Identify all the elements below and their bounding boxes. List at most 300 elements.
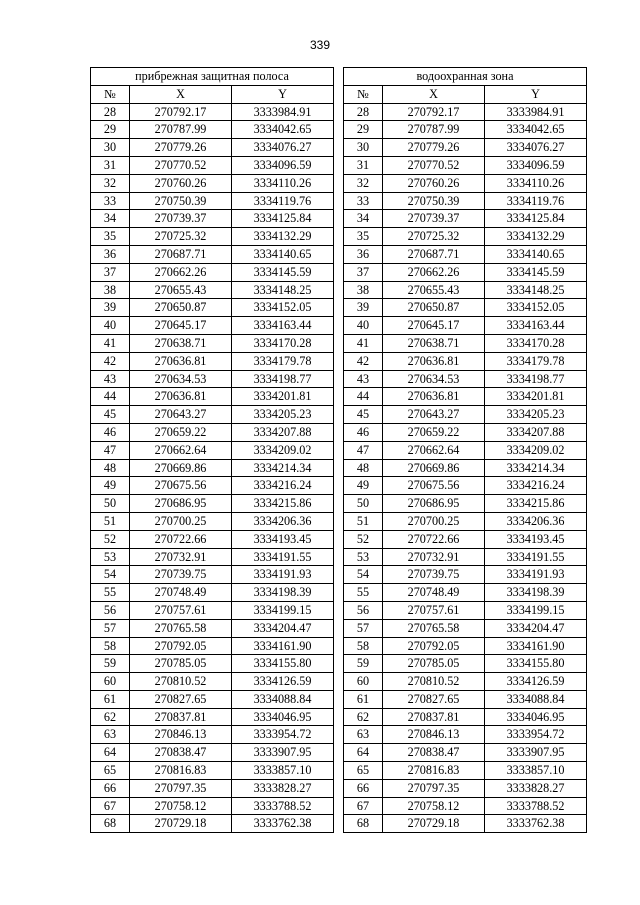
column-header-number: № <box>344 85 383 103</box>
cell-y: 3334076.27 <box>232 139 334 157</box>
cell-y: 3333828.27 <box>485 779 587 797</box>
table-row <box>344 192 587 210</box>
cell-number: 31 <box>91 156 130 174</box>
table-row <box>91 299 334 317</box>
cell-number: 37 <box>344 263 383 281</box>
cell-number: 42 <box>344 352 383 370</box>
table-row <box>91 495 334 513</box>
cell-x: 270797.35 <box>383 779 485 797</box>
cell-x: 270638.71 <box>130 334 232 352</box>
table-row <box>344 121 587 139</box>
cell-x: 270634.53 <box>130 370 232 388</box>
column-header-x: X <box>383 85 485 103</box>
cell-number: 52 <box>344 530 383 548</box>
cell-number: 59 <box>344 655 383 673</box>
cell-y: 3334170.28 <box>485 334 587 352</box>
cell-number: 57 <box>91 619 130 637</box>
water-protection-zone-table <box>343 67 587 833</box>
cell-number: 56 <box>344 601 383 619</box>
cell-x: 270837.81 <box>130 708 232 726</box>
cell-x: 270636.81 <box>383 352 485 370</box>
cell-x: 270732.91 <box>383 548 485 566</box>
cell-number: 33 <box>91 192 130 210</box>
cell-number: 46 <box>344 423 383 441</box>
table-row <box>344 370 587 388</box>
cell-y: 3333762.38 <box>232 815 334 833</box>
cell-number: 65 <box>344 762 383 780</box>
table-row <box>344 317 587 335</box>
cell-number: 35 <box>344 228 383 246</box>
cell-number: 36 <box>91 245 130 263</box>
table-row <box>344 601 587 619</box>
table-row <box>344 441 587 459</box>
cell-x: 270662.64 <box>383 441 485 459</box>
cell-x: 270838.47 <box>130 744 232 762</box>
table-row <box>91 762 334 780</box>
cell-y: 3334155.80 <box>485 655 587 673</box>
cell-x: 270785.05 <box>130 655 232 673</box>
cell-x: 270779.26 <box>383 139 485 157</box>
cell-y: 3334198.39 <box>232 584 334 602</box>
table-row <box>344 762 587 780</box>
cell-y: 3334191.93 <box>485 566 587 584</box>
cell-x: 270760.26 <box>383 174 485 192</box>
cell-y: 3334152.05 <box>485 299 587 317</box>
cell-y: 3334148.25 <box>232 281 334 299</box>
cell-number: 63 <box>344 726 383 744</box>
table-row <box>344 815 587 833</box>
cell-x: 270816.83 <box>130 762 232 780</box>
cell-number: 55 <box>91 584 130 602</box>
cell-y: 3334126.59 <box>232 673 334 691</box>
cell-number: 34 <box>91 210 130 228</box>
cell-x: 270816.83 <box>383 762 485 780</box>
cell-number: 47 <box>91 441 130 459</box>
cell-x: 270643.27 <box>130 406 232 424</box>
cell-number: 49 <box>91 477 130 495</box>
cell-y: 3334145.59 <box>232 263 334 281</box>
cell-y: 3334132.29 <box>485 228 587 246</box>
cell-x: 270739.75 <box>130 566 232 584</box>
cell-y: 3334110.26 <box>485 174 587 192</box>
table-row <box>91 601 334 619</box>
cell-y: 3334126.59 <box>485 673 587 691</box>
table-row <box>91 228 334 246</box>
cell-x: 270662.26 <box>130 263 232 281</box>
cell-y: 3334206.36 <box>485 512 587 530</box>
cell-number: 57 <box>344 619 383 637</box>
cell-x: 270659.22 <box>383 423 485 441</box>
column-header-x: X <box>130 85 232 103</box>
table-row <box>344 619 587 637</box>
cell-y: 3334110.26 <box>232 174 334 192</box>
cell-y: 3334214.34 <box>485 459 587 477</box>
table-row <box>344 423 587 441</box>
table-row <box>91 281 334 299</box>
cell-number: 51 <box>91 512 130 530</box>
cell-number: 44 <box>91 388 130 406</box>
cell-x: 270638.71 <box>383 334 485 352</box>
cell-number: 63 <box>91 726 130 744</box>
cell-y: 3334207.88 <box>232 423 334 441</box>
table-row <box>91 210 334 228</box>
cell-y: 3334205.23 <box>485 406 587 424</box>
cell-number: 67 <box>91 797 130 815</box>
cell-y: 3334119.76 <box>485 192 587 210</box>
cell-y: 3333762.38 <box>485 815 587 833</box>
table-title: прибрежная защитная полоса <box>91 68 334 86</box>
column-header-y: Y <box>485 85 587 103</box>
cell-y: 3334207.88 <box>485 423 587 441</box>
table-row <box>91 584 334 602</box>
cell-y: 3334148.25 <box>485 281 587 299</box>
cell-number: 34 <box>344 210 383 228</box>
cell-number: 68 <box>344 815 383 833</box>
cell-x: 270732.91 <box>130 548 232 566</box>
table-row <box>344 459 587 477</box>
cell-number: 33 <box>344 192 383 210</box>
cell-x: 270675.56 <box>130 477 232 495</box>
cell-x: 270662.26 <box>383 263 485 281</box>
cell-y: 3334145.59 <box>485 263 587 281</box>
cell-x: 270686.95 <box>383 495 485 513</box>
cell-x: 270725.32 <box>383 228 485 246</box>
cell-x: 270757.61 <box>383 601 485 619</box>
cell-y: 3334199.15 <box>485 601 587 619</box>
cell-y: 3334198.77 <box>232 370 334 388</box>
cell-x: 270748.49 <box>130 584 232 602</box>
table-row <box>91 370 334 388</box>
cell-x: 270810.52 <box>383 673 485 691</box>
table-row <box>344 139 587 157</box>
table-row <box>344 744 587 762</box>
cell-y: 3334216.24 <box>232 477 334 495</box>
column-header-y: Y <box>232 85 334 103</box>
cell-y: 3333907.95 <box>232 744 334 762</box>
cell-x: 270634.53 <box>383 370 485 388</box>
cell-number: 60 <box>344 673 383 691</box>
cell-x: 270765.58 <box>383 619 485 637</box>
table-row <box>91 655 334 673</box>
table-row <box>91 548 334 566</box>
cell-x: 270827.65 <box>383 690 485 708</box>
cell-x: 270686.95 <box>130 495 232 513</box>
table-row <box>344 655 587 673</box>
cell-x: 270792.17 <box>130 103 232 121</box>
table-row <box>344 495 587 513</box>
table-row <box>344 352 587 370</box>
cell-y: 3334152.05 <box>232 299 334 317</box>
cell-number: 55 <box>344 584 383 602</box>
table-row <box>91 744 334 762</box>
table-row <box>344 690 587 708</box>
cell-x: 270792.17 <box>383 103 485 121</box>
table-row <box>344 406 587 424</box>
cell-number: 48 <box>91 459 130 477</box>
table-row <box>91 334 334 352</box>
table-row <box>344 174 587 192</box>
table-row <box>344 530 587 548</box>
cell-number: 64 <box>91 744 130 762</box>
cell-number: 58 <box>344 637 383 655</box>
cell-x: 270785.05 <box>383 655 485 673</box>
cell-x: 270827.65 <box>130 690 232 708</box>
cell-y: 3334119.76 <box>232 192 334 210</box>
cell-x: 270748.49 <box>383 584 485 602</box>
cell-x: 270687.71 <box>383 245 485 263</box>
cell-number: 68 <box>91 815 130 833</box>
cell-x: 270846.13 <box>383 726 485 744</box>
cell-number: 54 <box>91 566 130 584</box>
table-row <box>91 530 334 548</box>
cell-x: 270739.75 <box>383 566 485 584</box>
table-row <box>91 797 334 815</box>
cell-number: 50 <box>344 495 383 513</box>
cell-number: 43 <box>91 370 130 388</box>
cell-number: 53 <box>344 548 383 566</box>
table-row <box>344 103 587 121</box>
cell-y: 3333984.91 <box>232 103 334 121</box>
cell-x: 270758.12 <box>130 797 232 815</box>
cell-y: 3334191.55 <box>232 548 334 566</box>
cell-number: 67 <box>344 797 383 815</box>
table-row <box>91 388 334 406</box>
cell-y: 3334205.23 <box>232 406 334 424</box>
cell-number: 45 <box>344 406 383 424</box>
cell-number: 32 <box>344 174 383 192</box>
table-row <box>91 477 334 495</box>
cell-y: 3334125.84 <box>232 210 334 228</box>
cell-x: 270645.17 <box>383 317 485 335</box>
cell-x: 270636.81 <box>383 388 485 406</box>
cell-x: 270669.86 <box>383 459 485 477</box>
cell-number: 38 <box>91 281 130 299</box>
table-row <box>344 584 587 602</box>
table-row <box>344 477 587 495</box>
cell-y: 3334198.77 <box>485 370 587 388</box>
table-row <box>91 103 334 121</box>
cell-number: 46 <box>91 423 130 441</box>
table-row <box>344 245 587 263</box>
table-row <box>344 637 587 655</box>
cell-y: 3334206.36 <box>232 512 334 530</box>
cell-number: 42 <box>91 352 130 370</box>
cell-y: 3334191.93 <box>232 566 334 584</box>
cell-y: 3334179.78 <box>485 352 587 370</box>
cell-number: 53 <box>91 548 130 566</box>
table-row <box>91 779 334 797</box>
table-row <box>344 512 587 530</box>
cell-number: 58 <box>91 637 130 655</box>
table-title-row <box>91 68 334 86</box>
cell-number: 56 <box>91 601 130 619</box>
cell-y: 3334163.44 <box>232 317 334 335</box>
cell-number: 50 <box>91 495 130 513</box>
cell-x: 270760.26 <box>130 174 232 192</box>
cell-y: 3333984.91 <box>485 103 587 121</box>
cell-y: 3334215.86 <box>232 495 334 513</box>
cell-y: 3334088.84 <box>485 690 587 708</box>
cell-y: 3334193.45 <box>485 530 587 548</box>
cell-number: 61 <box>344 690 383 708</box>
table-row <box>91 423 334 441</box>
cell-x: 270725.32 <box>130 228 232 246</box>
cell-y: 3334161.90 <box>232 637 334 655</box>
cell-y: 3334209.02 <box>485 441 587 459</box>
cell-y: 3334216.24 <box>485 477 587 495</box>
cell-x: 270650.87 <box>383 299 485 317</box>
table-row <box>344 156 587 174</box>
table-header-row <box>344 85 587 103</box>
table-title-row <box>344 68 587 86</box>
cell-y: 3334161.90 <box>485 637 587 655</box>
cell-number: 36 <box>344 245 383 263</box>
cell-x: 270750.39 <box>383 192 485 210</box>
cell-x: 270810.52 <box>130 673 232 691</box>
table-row <box>344 708 587 726</box>
cell-x: 270758.12 <box>383 797 485 815</box>
cell-x: 270787.99 <box>130 121 232 139</box>
cell-y: 3333857.10 <box>232 762 334 780</box>
cell-number: 44 <box>344 388 383 406</box>
cell-y: 3333954.72 <box>485 726 587 744</box>
cell-x: 270645.17 <box>130 317 232 335</box>
cell-y: 3334170.28 <box>232 334 334 352</box>
cell-y: 3334215.86 <box>485 495 587 513</box>
cell-y: 3334076.27 <box>485 139 587 157</box>
table-row <box>91 139 334 157</box>
table-row <box>344 548 587 566</box>
cell-x: 270792.05 <box>130 637 232 655</box>
cell-x: 270757.61 <box>130 601 232 619</box>
cell-x: 270650.87 <box>130 299 232 317</box>
cell-x: 270729.18 <box>383 815 485 833</box>
table-row <box>344 566 587 584</box>
cell-number: 40 <box>91 317 130 335</box>
cell-number: 65 <box>91 762 130 780</box>
cell-y: 3334046.95 <box>485 708 587 726</box>
cell-x: 270662.64 <box>130 441 232 459</box>
cell-x: 270643.27 <box>383 406 485 424</box>
table-row <box>344 299 587 317</box>
cell-x: 270659.22 <box>130 423 232 441</box>
table-row <box>91 708 334 726</box>
cell-x: 270700.25 <box>130 512 232 530</box>
cell-y: 3333788.52 <box>232 797 334 815</box>
cell-y: 3334140.65 <box>232 245 334 263</box>
cell-x: 270739.37 <box>130 210 232 228</box>
cell-number: 40 <box>344 317 383 335</box>
table-row <box>344 797 587 815</box>
cell-x: 270837.81 <box>383 708 485 726</box>
cell-y: 3334209.02 <box>232 441 334 459</box>
cell-x: 270838.47 <box>383 744 485 762</box>
table-row <box>91 459 334 477</box>
cell-number: 64 <box>344 744 383 762</box>
cell-number: 48 <box>344 459 383 477</box>
cell-y: 3334201.81 <box>485 388 587 406</box>
cell-number: 28 <box>344 103 383 121</box>
column-header-number: № <box>91 85 130 103</box>
cell-number: 54 <box>344 566 383 584</box>
table-row <box>344 673 587 691</box>
cell-number: 52 <box>91 530 130 548</box>
cell-number: 29 <box>344 121 383 139</box>
table-row <box>91 406 334 424</box>
table-row <box>91 317 334 335</box>
cell-x: 270739.37 <box>383 210 485 228</box>
table-row <box>91 690 334 708</box>
cell-x: 270779.26 <box>130 139 232 157</box>
table-row <box>91 245 334 263</box>
table-row <box>91 192 334 210</box>
cell-number: 38 <box>344 281 383 299</box>
cell-x: 270765.58 <box>130 619 232 637</box>
cell-y: 3333954.72 <box>232 726 334 744</box>
cell-x: 270770.52 <box>383 156 485 174</box>
cell-y: 3334179.78 <box>232 352 334 370</box>
cell-y: 3334132.29 <box>232 228 334 246</box>
cell-number: 37 <box>91 263 130 281</box>
cell-y: 3334198.39 <box>485 584 587 602</box>
cell-y: 3334042.65 <box>232 121 334 139</box>
cell-number: 31 <box>344 156 383 174</box>
table-row <box>91 673 334 691</box>
cell-number: 30 <box>344 139 383 157</box>
cell-number: 28 <box>91 103 130 121</box>
cell-number: 45 <box>91 406 130 424</box>
cell-y: 3334046.95 <box>232 708 334 726</box>
cell-number: 39 <box>344 299 383 317</box>
cell-y: 3334042.65 <box>485 121 587 139</box>
cell-x: 270636.81 <box>130 352 232 370</box>
cell-number: 47 <box>344 441 383 459</box>
cell-y: 3334191.55 <box>485 548 587 566</box>
cell-number: 30 <box>91 139 130 157</box>
cell-x: 270722.66 <box>383 530 485 548</box>
cell-x: 270636.81 <box>130 388 232 406</box>
table-row <box>91 352 334 370</box>
cell-number: 62 <box>344 708 383 726</box>
table-row <box>344 263 587 281</box>
table-row <box>91 815 334 833</box>
cell-number: 61 <box>91 690 130 708</box>
table-row <box>91 566 334 584</box>
cell-y: 3333788.52 <box>485 797 587 815</box>
table-row <box>91 441 334 459</box>
table-row <box>91 637 334 655</box>
cell-x: 270655.43 <box>130 281 232 299</box>
cell-x: 270770.52 <box>130 156 232 174</box>
table-row <box>344 388 587 406</box>
cell-number: 62 <box>91 708 130 726</box>
cell-y: 3334088.84 <box>232 690 334 708</box>
table-row <box>344 779 587 797</box>
cell-y: 3334204.47 <box>485 619 587 637</box>
coastal-protection-strip-table <box>90 67 334 833</box>
cell-number: 32 <box>91 174 130 192</box>
cell-x: 270846.13 <box>130 726 232 744</box>
cell-y: 3334096.59 <box>232 156 334 174</box>
table-row <box>344 334 587 352</box>
cell-number: 29 <box>91 121 130 139</box>
table-row <box>344 228 587 246</box>
table-title: водоохранная зона <box>344 68 587 86</box>
cell-y: 3334155.80 <box>232 655 334 673</box>
cell-y: 3334140.65 <box>485 245 587 263</box>
cell-y: 3334201.81 <box>232 388 334 406</box>
cell-number: 60 <box>91 673 130 691</box>
